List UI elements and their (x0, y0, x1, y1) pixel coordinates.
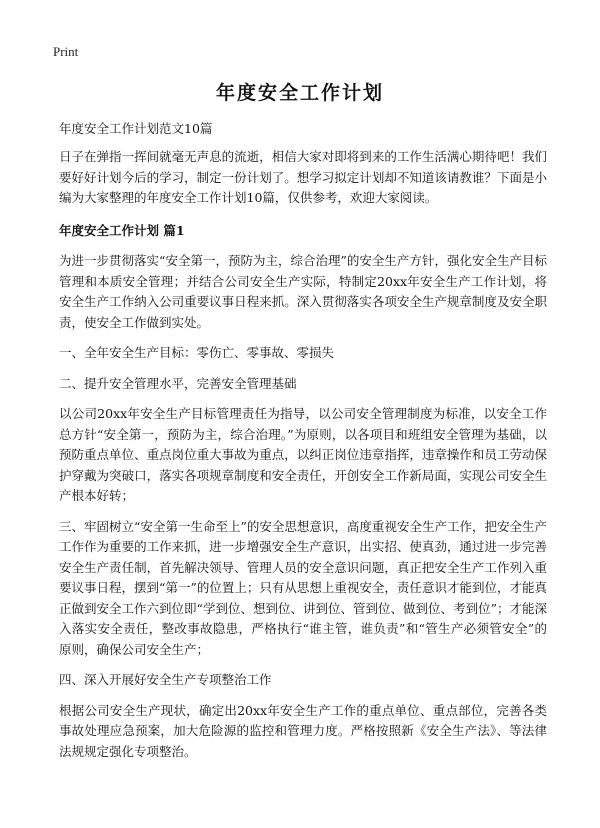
list-item-4: 四、深入开展好安全生产专项整治工作 (59, 672, 272, 687)
intro-paragraph: 日子在弹指一挥间就毫无声息的流逝，相信大家对即将到来的工作生活满心期待吧！我们要好好计划今后的学习，制定一份计划了。想学习拟定计划却不知道该请教谁？下面是小编为大家整理的年度安全工作计划10篇，仅供参考，欢迎大家阅读。 (59, 149, 547, 205)
list-item-2: 二、提升安全管理水平，完善安全管理基础 (59, 375, 297, 391)
print-label: Print (53, 44, 79, 59)
paragraph-1: 为进一步贯彻落实“安全第一，预防为主，综合治理”的安全生产方针，强化安全生产目标管理和本质安全管理；并结合公司安全生产实际，特制定20xx年安全生产工作计划，将安全生产工作纳入公司重要议事日程来抓。深入贯彻落实各项安全生产规章制度及安全职责，使安全工作做到实处。 (59, 253, 547, 330)
paragraph-3: 三、牢固树立“安全第一生命至上”的安全思想意识，高度重视安全生产工作，把安全生产工作作为重要的工作来抓，进一步增强安全生产意识，出实招、使真劲，通过进一步完善安全生产责任制，首先解决领导、管理人员的安全意识问题，真正把安全生产工作列入重要议事日程，摆到“第一”的位置上；只有从思想上重视安全，责任意识才能到位，才能真正做到安全工作六到位即“学到位、想到位、讲到位、管到位、做到位、考到位”；才能深入落实安全责任，整改事故隐患，严格执行“谁主管，谁负责”和“管生产必须管安全”的原则，确保公司安全生产； (59, 518, 547, 657)
section-heading: 年度安全工作计划 篇1 (59, 222, 185, 238)
document-body (59, 147, 547, 772)
paragraph-4: 根据公司安全生产现状，确定出20xx年安全生产工作的重点单位、重点部位，完善各类事故处理应急预案，加大危险源的监控和管理力度。严格按照新《安全生产法》、等法律法规规定强化专项整治。 (59, 702, 547, 759)
paragraph-2: 以公司20xx年安全生产目标管理责任为指导，以公司安全管理制度为标准，以安全工作总方针“安全第一，预防为主，综合治理。”为原则，以各项目和班组安全管理为基础，以预防重点单位、重点岗位重大事故为重点，以纠正岗位违章指挥，违章操作和员工劳动保护穿戴为突破口，落实各项规章制度和安全责任，开创安全工作新局面，实现公司安全生产根本好转； (59, 406, 547, 503)
list-item-1: 一、全年安全生产目标：零伤亡、零事故、零损失 (59, 345, 335, 360)
document-subtitle: 年度安全工作计划范文10篇 (59, 121, 213, 136)
page-title: 年度安全工作计划 (215, 82, 384, 104)
